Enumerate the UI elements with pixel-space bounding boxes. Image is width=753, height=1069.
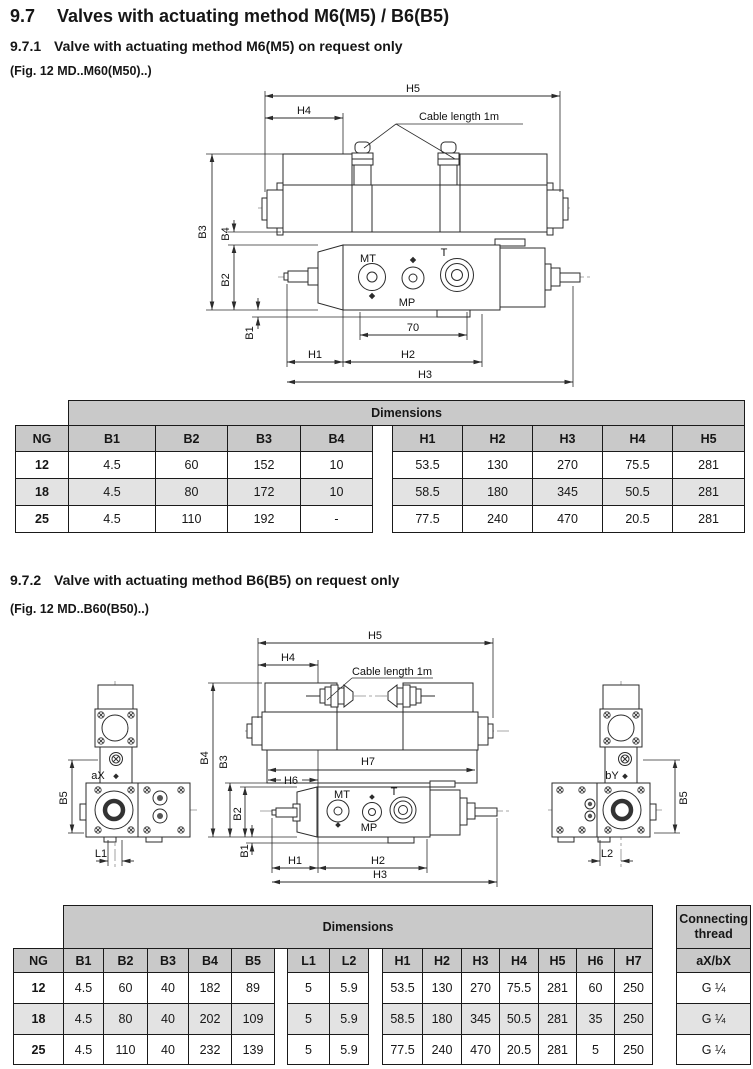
value-cell: 4.5 <box>69 506 156 533</box>
value-cell: 240 <box>463 506 533 533</box>
table-gap <box>275 949 288 973</box>
left-shaft <box>288 271 308 282</box>
table-gap <box>373 506 393 533</box>
value-cell: 40 <box>148 1004 189 1035</box>
table-gap <box>275 1004 288 1035</box>
value-cell: 202 <box>189 1004 232 1035</box>
value-cell: 80 <box>156 479 228 506</box>
col-header-b1: B1 <box>69 426 156 452</box>
dimension-lines <box>197 84 573 387</box>
value-cell: 152 <box>228 452 301 479</box>
dim-label-b5-left: B5 <box>58 791 70 805</box>
dim-label-h1: H1 <box>287 855 303 867</box>
value-cell: 470 <box>533 506 603 533</box>
table-row-ng-12 <box>14 973 751 1004</box>
section2-heading <box>10 572 399 588</box>
col-header-b3: B3 <box>228 426 301 452</box>
value-cell: 250 <box>615 1004 653 1035</box>
value-cell: 89 <box>232 973 275 1004</box>
dim-label-70: 70 <box>406 322 420 334</box>
dim-label-b4: B4 <box>199 751 211 765</box>
dim-label-h2: H2 <box>370 855 386 867</box>
cable-gland-right <box>438 142 459 185</box>
value-cell: 250 <box>615 1035 653 1065</box>
col-header-h5: H5 <box>539 949 577 973</box>
dim-label-l1: L1 <box>94 848 108 860</box>
value-cell: 250 <box>615 973 653 1004</box>
right-end-cap <box>547 183 568 235</box>
value-cell: 4.5 <box>64 1035 104 1065</box>
value-cell: G ¼ <box>677 1035 751 1065</box>
diagram-valve-m6 <box>0 84 753 401</box>
section2-number: 9.7.2 <box>10 572 42 588</box>
table-corner-blank <box>16 401 69 426</box>
valve-b6-drawing <box>0 618 753 903</box>
value-cell: 77.5 <box>393 506 463 533</box>
value-cell: 10 <box>301 452 373 479</box>
port-label-mp: MP <box>360 822 378 834</box>
section2-fig-caption: (Fig. 12 MD..B60(B50)..) <box>10 602 149 616</box>
value-cell: 130 <box>423 973 462 1004</box>
value-cell: 5 <box>288 1004 330 1035</box>
col-header-ng: NG <box>14 949 64 973</box>
col-header-b3: B3 <box>148 949 189 973</box>
value-cell: 75.5 <box>603 452 673 479</box>
col-header-h1: H1 <box>383 949 423 973</box>
value-cell: 182 <box>189 973 232 1004</box>
value-cell: 25 <box>14 1035 64 1065</box>
value-cell: 180 <box>423 1004 462 1035</box>
col-header-b4: B4 <box>301 426 373 452</box>
table-gap <box>369 1035 383 1065</box>
value-cell: 5.9 <box>330 1035 369 1065</box>
port-label-t: T <box>390 786 398 798</box>
value-cell: 4.5 <box>64 1004 104 1035</box>
value-cell: 75.5 <box>500 973 539 1004</box>
table-gap <box>275 973 288 1004</box>
value-cell: 20.5 <box>603 506 673 533</box>
col-header-b2: B2 <box>104 949 148 973</box>
value-cell: 109 <box>232 1004 275 1035</box>
value-cell: 53.5 <box>393 452 463 479</box>
value-cell: 281 <box>673 479 745 506</box>
value-cell: 232 <box>189 1035 232 1065</box>
col-header-b4: B4 <box>189 949 232 973</box>
dim-label-h4: H4 <box>280 652 296 664</box>
value-cell: 281 <box>539 1004 577 1035</box>
dim-label-b2: B2 <box>220 273 232 287</box>
value-cell: 18 <box>16 479 69 506</box>
value-cell: 4.5 <box>64 973 104 1004</box>
value-cell: 270 <box>462 973 500 1004</box>
page-title-text: Valves with actuating method M6(M5) / B6(B5) <box>57 6 450 26</box>
solenoid-assembly <box>262 142 568 235</box>
value-cell: 60 <box>577 973 615 1004</box>
value-cell: 172 <box>228 479 301 506</box>
label-ax: aX <box>91 770 105 782</box>
table-gap <box>653 973 677 1004</box>
value-cell: 35 <box>577 1004 615 1035</box>
value-cell: G ¼ <box>677 1004 751 1035</box>
dim-label-h5: H5 <box>367 630 383 642</box>
cable-gland-left <box>352 142 373 185</box>
value-cell: 20.5 <box>500 1035 539 1065</box>
value-cell: 110 <box>156 506 228 533</box>
diagram-valve-b6 <box>0 618 753 908</box>
value-cell: 58.5 <box>393 479 463 506</box>
value-cell: 50.5 <box>500 1004 539 1035</box>
table-gap <box>373 426 393 452</box>
table-corner-blank <box>14 906 64 949</box>
section2-text: Valve with actuating method B6(B5) on request only <box>54 572 400 588</box>
value-cell: 60 <box>104 973 148 1004</box>
table-row-ng-18 <box>16 479 745 506</box>
value-cell: 58.5 <box>383 1004 423 1035</box>
value-cell: 281 <box>539 973 577 1004</box>
dim-label-h4: H4 <box>296 105 312 117</box>
section1-fig-caption: (Fig. 12 MD..M60(M50)..) <box>10 64 152 78</box>
dim-label-l2: L2 <box>600 848 614 860</box>
value-cell: 77.5 <box>383 1035 423 1065</box>
col-header-h4: H4 <box>603 426 673 452</box>
cable-note <box>364 111 523 159</box>
table-row-ng-25 <box>14 1035 751 1065</box>
value-cell: 40 <box>148 973 189 1004</box>
value-cell: G ¼ <box>677 973 751 1004</box>
port-label-mp: MP <box>398 297 416 309</box>
dimensions-table-b6 <box>13 905 751 1065</box>
page-title-number: 9.7 <box>10 6 36 26</box>
col-header-h6: H6 <box>577 949 615 973</box>
dim-label-h7: H7 <box>360 756 376 768</box>
valve-body <box>272 781 497 843</box>
value-cell: 345 <box>462 1004 500 1035</box>
value-cell: 281 <box>539 1035 577 1065</box>
dimensions-table-m6 <box>15 400 745 533</box>
value-cell: 53.5 <box>383 973 423 1004</box>
side-view-left <box>58 681 198 868</box>
dim-label-h1: H1 <box>307 349 323 361</box>
right-block <box>500 248 545 307</box>
table-gap <box>369 1004 383 1035</box>
table-gap <box>653 906 677 949</box>
value-cell: 110 <box>104 1035 148 1065</box>
table-row-ng-18 <box>14 1004 751 1035</box>
col-header-h3: H3 <box>533 426 603 452</box>
value-cell: 5 <box>288 973 330 1004</box>
value-cell: 12 <box>14 973 64 1004</box>
dim-label-b2: B2 <box>232 807 244 821</box>
dim-label-h2: H2 <box>400 349 416 361</box>
table-gap <box>653 1004 677 1035</box>
dim-label-b1: B1 <box>244 326 256 340</box>
port-label-mt: MT <box>334 789 350 801</box>
port-label-mt: MT <box>360 253 376 265</box>
dim-label-h3: H3 <box>417 369 433 381</box>
value-cell: 281 <box>673 506 745 533</box>
table-row-ng-12 <box>16 452 745 479</box>
dim-label-b3: B3 <box>197 225 209 239</box>
group-header-dimensions: Dimensions <box>64 906 653 949</box>
col-header-h2: H2 <box>423 949 462 973</box>
section1-text: Valve with actuating method M6(M5) on request only <box>54 38 403 54</box>
dim-label-h3: H3 <box>372 869 388 881</box>
value-cell: 50.5 <box>603 479 673 506</box>
dim-label-b1: B1 <box>239 844 251 858</box>
table-gap <box>369 949 383 973</box>
dim-label-b5-right: B5 <box>678 791 690 805</box>
label-by: bY <box>605 770 619 782</box>
value-cell: 5 <box>288 1035 330 1065</box>
col-header-l1: L1 <box>288 949 330 973</box>
value-cell: 12 <box>16 452 69 479</box>
side-view-right <box>548 681 690 868</box>
col-header-b2: B2 <box>156 426 228 452</box>
table-gap <box>373 452 393 479</box>
value-cell: 281 <box>673 452 745 479</box>
col-header-ax-bx: aX/bX <box>677 949 751 973</box>
table-gap <box>373 479 393 506</box>
col-header-h7: H7 <box>615 949 653 973</box>
col-header-h3: H3 <box>462 949 500 973</box>
value-cell: 470 <box>462 1035 500 1065</box>
value-cell: - <box>301 506 373 533</box>
value-cell: 25 <box>16 506 69 533</box>
section1-heading <box>10 38 403 54</box>
col-header-l2: L2 <box>330 949 369 973</box>
table-gap <box>653 949 677 973</box>
dim-label-b4: B4 <box>220 227 232 241</box>
value-cell: 60 <box>156 452 228 479</box>
group-header-connecting-thread: Connecting thread <box>677 906 751 949</box>
table-gap <box>369 973 383 1004</box>
value-cell: 139 <box>232 1035 275 1065</box>
bottom-tab <box>437 310 470 317</box>
cable-note-label: Cable length 1m <box>351 666 433 678</box>
col-header-ng: NG <box>16 426 69 452</box>
page-title <box>10 6 449 27</box>
value-cell: 4.5 <box>69 452 156 479</box>
valve-body <box>284 239 580 317</box>
col-header-b5: B5 <box>232 949 275 973</box>
value-cell: 5 <box>577 1035 615 1065</box>
group-header-dimensions: Dimensions <box>69 401 745 426</box>
value-cell: 180 <box>463 479 533 506</box>
value-cell: 270 <box>533 452 603 479</box>
solenoid-assembly <box>247 683 493 750</box>
value-cell: 192 <box>228 506 301 533</box>
table-row-ng-25 <box>16 506 745 533</box>
left-shaft-collar <box>308 268 318 285</box>
col-header-h2: H2 <box>463 426 533 452</box>
col-header-b1: B1 <box>64 949 104 973</box>
table-gap <box>653 1035 677 1065</box>
value-cell: 5.9 <box>330 1004 369 1035</box>
col-header-h5: H5 <box>673 426 745 452</box>
dim-label-h5: H5 <box>405 84 421 95</box>
cable-note-label: Cable length 1m <box>418 111 500 123</box>
col-header-h4: H4 <box>500 949 539 973</box>
valve-m6-drawing <box>0 84 753 396</box>
port-label-t: T <box>440 247 448 259</box>
table-gap <box>275 1035 288 1065</box>
dim-label-h6: H6 <box>283 775 299 787</box>
value-cell: 40 <box>148 1035 189 1065</box>
right-shaft <box>560 273 580 282</box>
value-cell: 5.9 <box>330 973 369 1004</box>
value-cell: 4.5 <box>69 479 156 506</box>
value-cell: 240 <box>423 1035 462 1065</box>
dim-label-b3: B3 <box>218 755 230 769</box>
section1-number: 9.7.1 <box>10 38 42 54</box>
value-cell: 80 <box>104 1004 148 1035</box>
value-cell: 130 <box>463 452 533 479</box>
value-cell: 18 <box>14 1004 64 1035</box>
value-cell: 345 <box>533 479 603 506</box>
value-cell: 10 <box>301 479 373 506</box>
col-header-h1: H1 <box>393 426 463 452</box>
